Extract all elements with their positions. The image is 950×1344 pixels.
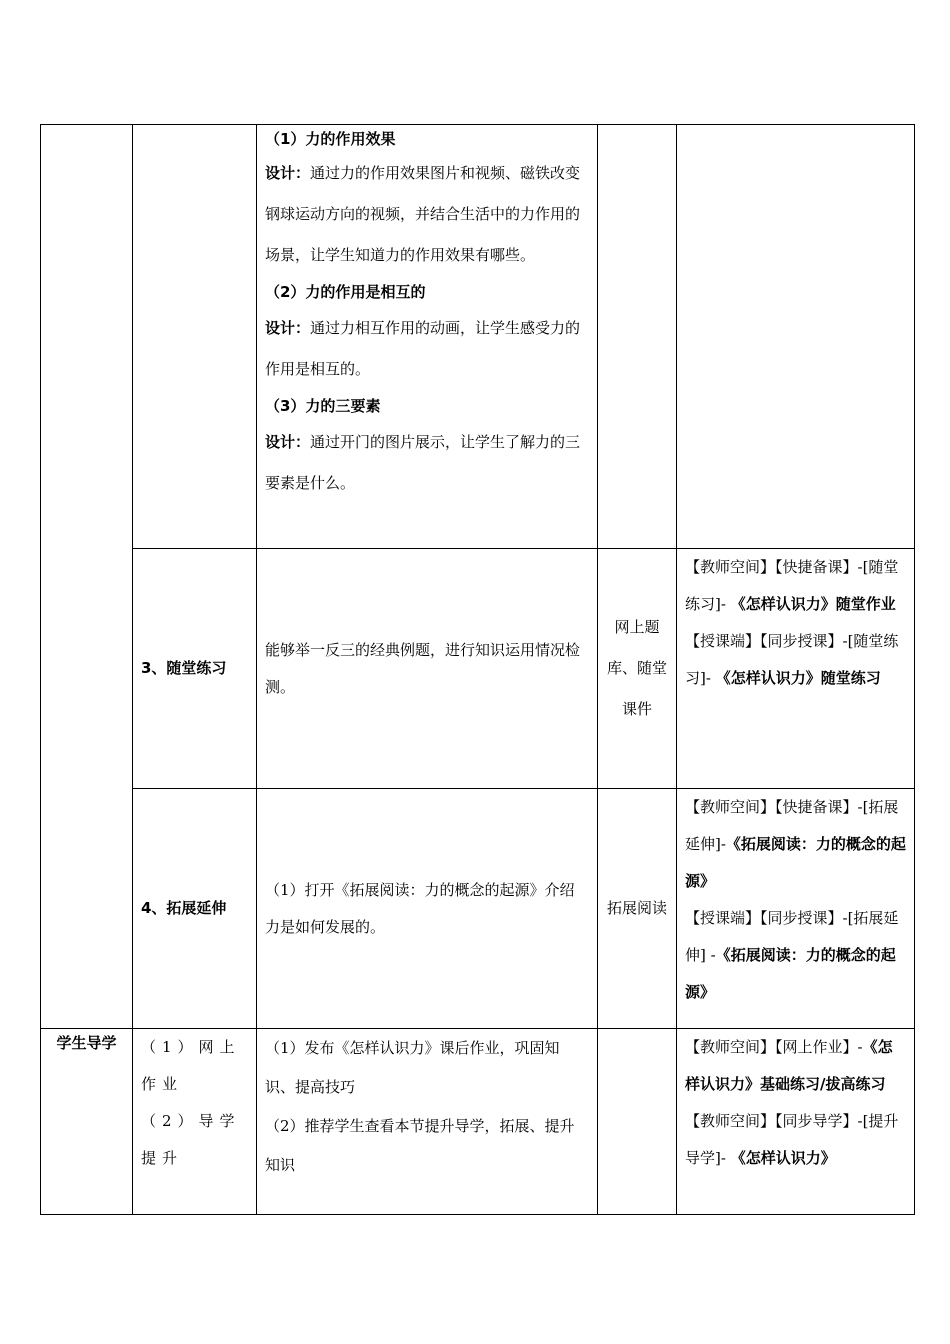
design-paragraph xyxy=(265,308,589,390)
step-cell xyxy=(133,1029,257,1215)
resource-path: 【教师空间】【网上作业】- xyxy=(685,1038,863,1056)
design-label: 设计： xyxy=(265,433,311,451)
content-cell xyxy=(257,1029,598,1215)
resource-line xyxy=(685,900,906,1011)
design-text: 通过开门的图片展示，让学生了解力的三要素是什么。 xyxy=(265,433,581,492)
resource-title: 《怎样认识力》随堂练习 xyxy=(715,669,881,687)
item-heading: （3）力的三要素 xyxy=(265,397,381,415)
resource-title: 《拓展阅读：力的概念的起源》 xyxy=(685,835,906,890)
content-cell: （1）打开《拓展阅读：力的概念的起源》介绍力是如何发展的。 xyxy=(257,789,598,1029)
resource-line xyxy=(685,1103,906,1177)
lesson-plan-table xyxy=(40,124,915,1215)
resource-title: 《怎样认识力》 xyxy=(730,1149,836,1167)
resource-line xyxy=(685,549,906,623)
design-text: 通过力相互作用的动画，让学生感受力的作用是相互的。 xyxy=(265,319,581,378)
design-label: 设计： xyxy=(265,164,311,182)
design-paragraph xyxy=(265,153,589,276)
resource-path: 【授课端】【同步授课】-[拓展延伸] - xyxy=(685,909,899,964)
item-heading: （1）力的作用效果 xyxy=(265,130,396,148)
design-paragraph xyxy=(265,422,589,504)
tool-cell-empty xyxy=(598,125,677,549)
resource-path: 【授课端】【同步授课】-[随堂练习]- xyxy=(685,632,899,687)
resource-cell xyxy=(677,1029,915,1215)
resource-path: 【教师空间】【同步导学】-[提升导学]- xyxy=(685,1112,899,1167)
table-row-guide xyxy=(41,1029,915,1215)
guide-content: （2）推荐学生查看本节提升导学，拓展、提升知识 xyxy=(265,1117,575,1174)
resource-line xyxy=(685,789,906,900)
guide-step: （2）导学提升 xyxy=(141,1112,241,1167)
resource-cell xyxy=(677,789,915,1029)
table-row-force-effects xyxy=(41,125,915,549)
resource-title: 《拓展阅读：力的概念的起源》 xyxy=(685,946,896,1001)
step-cell: 3、随堂练习 xyxy=(133,549,257,789)
guide-content: （1）发布《怎样认识力》课后作业，巩固知识、提高技巧 xyxy=(265,1039,560,1096)
section-cell: 学生导学 xyxy=(41,1029,133,1215)
step-cell-empty xyxy=(133,125,257,549)
design-label: 设计： xyxy=(265,319,311,337)
content-cell: 能够举一反三的经典例题，进行知识运用情况检测。 xyxy=(257,549,598,789)
tool-cell xyxy=(598,1029,677,1215)
content-cell xyxy=(257,125,598,549)
resource-path: 【教师空间】【快捷备课】-[拓展延伸]- xyxy=(685,798,899,853)
design-text: 通过力的作用效果图片和视频、磁铁改变钢球运动方向的视频，并结合生活中的力作用的场景，让学生知道力的作用效果有哪些。 xyxy=(265,164,581,264)
resource-title: 《怎样认识力》随堂作业 xyxy=(730,595,896,613)
resource-line xyxy=(685,623,906,697)
guide-step: （1）网上作业 xyxy=(141,1038,241,1093)
resource-path: 【教师空间】【快捷备课】-[随堂练习]- xyxy=(685,558,899,613)
resource-line xyxy=(685,1029,906,1103)
resource-cell-empty xyxy=(677,125,915,549)
resource-cell xyxy=(677,549,915,789)
item-heading: （2）力的作用是相互的 xyxy=(265,283,426,301)
table-row-extend xyxy=(41,789,915,1029)
resource-title: 《怎样认识力》基础练习/拔高练习 xyxy=(685,1038,893,1093)
section-cell-empty xyxy=(41,125,133,1029)
step-cell: 4、拓展延伸 xyxy=(133,789,257,1029)
tool-cell: 网上题库、随堂课件 xyxy=(598,549,677,789)
table-row-practice xyxy=(41,549,915,789)
tool-cell: 拓展阅读 xyxy=(598,789,677,1029)
